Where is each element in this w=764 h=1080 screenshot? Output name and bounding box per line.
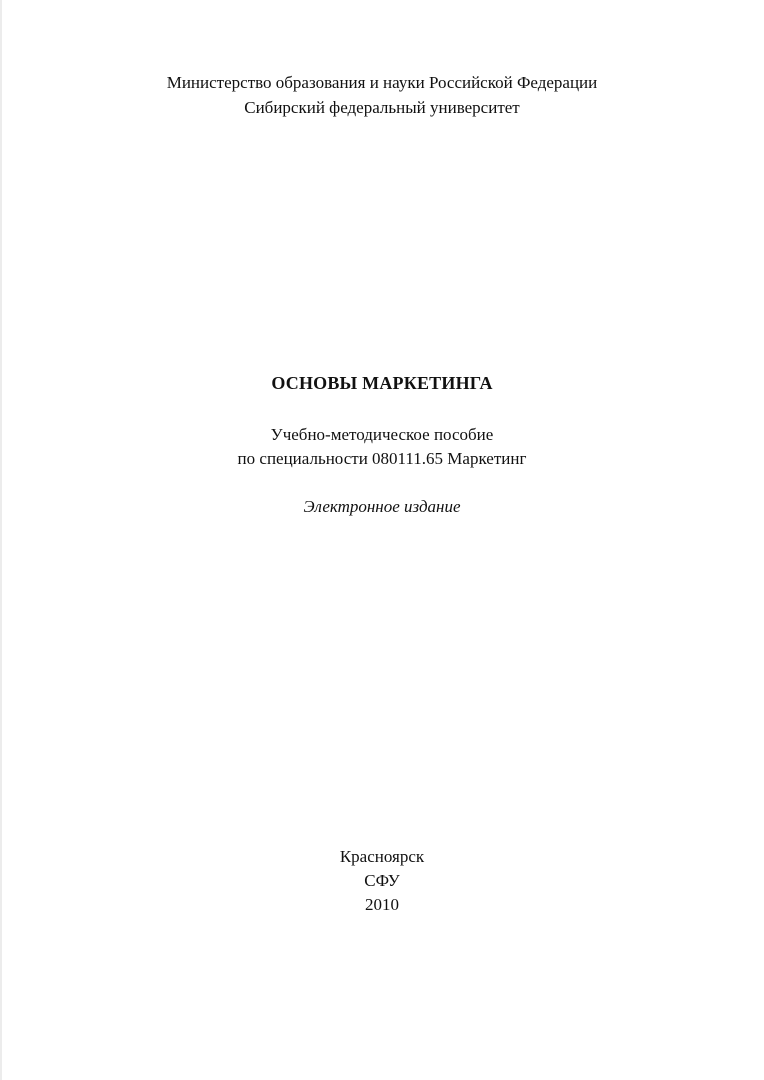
- document-type: Учебно-методическое пособие: [270, 425, 494, 444]
- publication-city: Красноярск: [339, 847, 425, 866]
- publisher-name: СФУ: [364, 871, 400, 890]
- specialty-line: по специальности 080111.65 Маркетинг: [237, 449, 527, 468]
- edition-note: Электронное издание: [303, 497, 461, 516]
- university-name: Сибирский федеральный университет: [244, 98, 520, 117]
- document-title: ОСНОВЫ МАРКЕТИНГА: [271, 373, 493, 393]
- ministry-name: Министерство образования и науки Российской Федерации: [166, 73, 598, 92]
- page-edge: [0, 0, 2, 1080]
- publication-year: 2010: [365, 895, 399, 914]
